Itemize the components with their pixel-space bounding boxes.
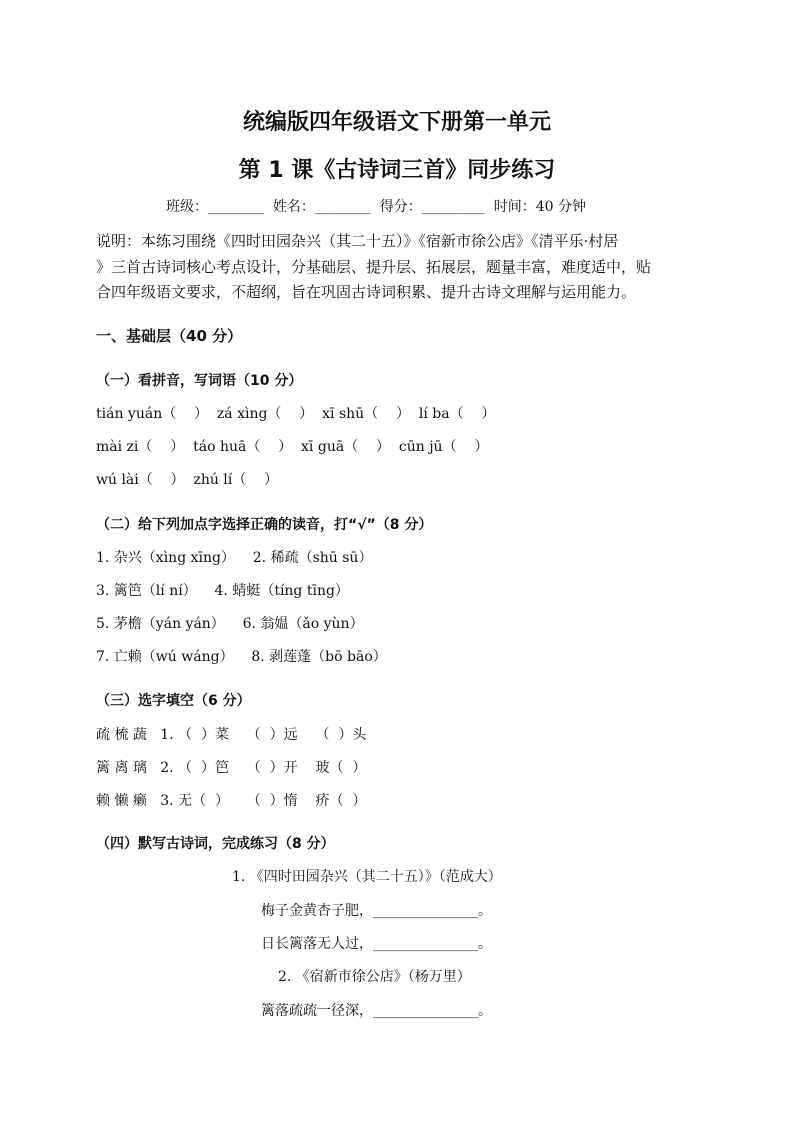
- poem-title: 2. 《宿新市徐公店》（杨万里）: [278, 969, 471, 985]
- fill-line: 赖 懒 癞 3. 无（ ） （ ）惰 疥（ ）: [96, 793, 367, 809]
- intro-line: 说明：本练习围绕《四时田园杂兴（其二十五）》《宿新市徐公店》《清平乐·村居: [96, 232, 619, 250]
- intro-line: 合四年级语文要求，不超纲，旨在巩固古诗词积累、提升古诗文理解与运用能力。: [96, 283, 637, 301]
- fill-line: 疏 梳 蔬 1. （ ）菜 （ ）远 （ ）头: [96, 727, 367, 743]
- poem-line: 梅子金黄杏子肥，_______________。: [261, 903, 492, 919]
- question-heading: （二）给下列加点字选择正确的读音，打“√”（8 分）: [96, 517, 433, 533]
- poem-title: 1. 《四时田园杂兴（其二十五）》（范成大）: [232, 869, 502, 885]
- pinyin-line: mài zi（ ） táo huā（ ） xī guā（ ） cūn jū（ ）: [96, 439, 489, 455]
- reading-line: 3. 篱笆（lí ní） 4. 蜻蜓（tíng tīng）: [96, 583, 349, 599]
- question-heading: （四）默写古诗词，完成练习（8 分）: [96, 836, 335, 852]
- reading-line: 5. 茅檐（yán yán） 6. 翁媪（ǎo yùn）: [96, 616, 364, 632]
- page-title: 统编版四年级语文下册第一单元: [242, 110, 551, 135]
- pinyin-line: wú lài（ ） zhú lí（ ）: [96, 472, 279, 488]
- pinyin-line: tián yuán（ ） zá xìng（ ） xī shū（ ） lí ba（ ）: [96, 406, 496, 422]
- student-info-line: 班级：________ 姓名：________ 得分：_________ 时间：40 分钟: [166, 199, 586, 215]
- poem-line: 日长篱落无人过，_______________。: [261, 936, 492, 952]
- page-subtitle: 第 1 课《古诗词三首》同步练习: [238, 158, 556, 183]
- fill-line: 篱 离 璃 2. （ ）笆 （ ）开 玻（ ）: [96, 760, 367, 776]
- question-heading: （三）选字填空（6 分）: [96, 693, 251, 709]
- question-heading: （一）看拼音，写词语（10 分）: [96, 373, 303, 389]
- section-heading: 一、基础层（40 分）: [96, 327, 243, 345]
- reading-line: 7. 亡赖（wú wáng） 8. 剥莲蓬（bō bāo）: [96, 649, 387, 665]
- reading-line: 1. 杂兴（xìng xīng） 2. 稀疏（shū sū）: [96, 550, 373, 566]
- poem-line: 篱落疏疏一径深，_______________。: [261, 1003, 492, 1019]
- intro-line: 》三首古诗词核心考点设计，分基础层、提升层、拓展层，题量丰富，难度适中，贴: [96, 258, 652, 276]
